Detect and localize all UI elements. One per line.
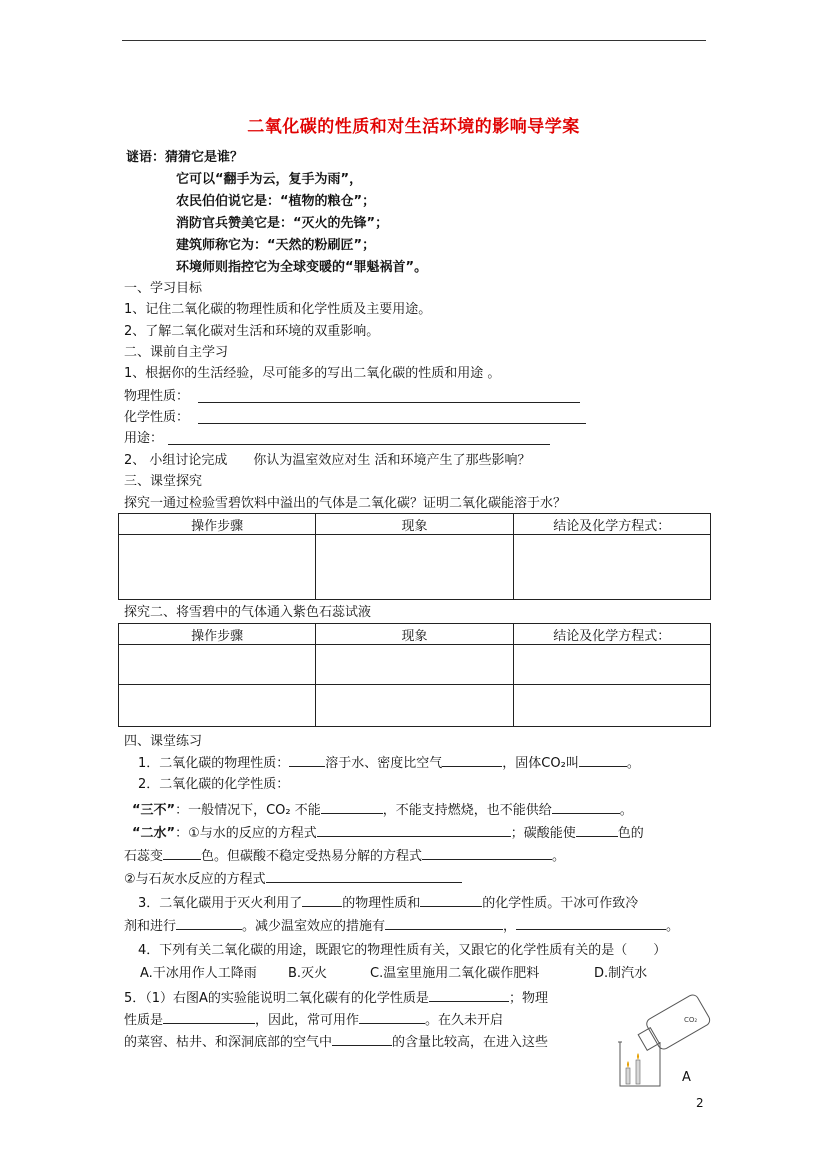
blank[interactable] [317,824,511,837]
practice-5-line-3: 的菜窖、枯井、和深洞底部的空气中 的含量比较高，在进入这些 [124,1035,549,1050]
figure-label: A [682,1070,691,1085]
table-header: 现象 [316,514,513,535]
limewater-line: ②与石灰水反应的方程式 [124,870,462,888]
blank[interactable] [359,1011,425,1024]
header-rule [122,40,706,41]
riddle-line: 农民伯伯说它是：“植物的粮仓”； [176,194,376,209]
ershui-line-2: 石蕊变 色。但碳酸不稳定受热易分解的方程式 。 [124,849,566,864]
blank[interactable] [321,801,383,814]
explore-two-table [118,623,711,727]
blank[interactable] [163,847,201,860]
blank[interactable] [579,754,627,767]
blank[interactable] [302,894,342,907]
blank[interactable] [163,1011,255,1024]
table-header: 操作步骤 [119,624,316,645]
answer-line[interactable] [198,402,580,403]
co2-pouring-figure [598,990,728,1090]
blank[interactable] [516,917,666,930]
section-heading: 四、课堂练习 [124,734,203,749]
answer-line[interactable] [168,444,550,445]
blank[interactable] [266,870,462,883]
ershui-line: “二水”：①与水的反应的方程式 ；碳酸能使 色的 [132,826,644,841]
riddle-line: 它可以“翻手为云，复手为雨”， [176,172,363,187]
table-header: 操作步骤 [119,514,316,535]
practice-1: 1．二氧化碳的物理性质： 溶于水、密度比空气 ，固体CO₂叫 。 [138,756,640,771]
question-text: 1、根据你的生活经验，尽可能多的写出二氧化碳的性质和用途 。 [124,366,501,381]
table-cell[interactable] [513,645,710,685]
answer-line[interactable] [198,423,586,424]
riddle-line: 建筑师称它为：“天然的粉刷匠”； [176,238,376,253]
explore-one: 探究一通过检验雪碧饮料中溢出的气体是二氧化碳？证明二氧化碳能溶于水？ [124,496,567,511]
blank[interactable] [385,917,503,930]
blank[interactable] [176,917,242,930]
sanbu-line: “三不”：一般情况下，CO₂ 不能 ，不能支持燃烧，也不能供给 。 [132,803,633,818]
blank[interactable] [422,847,552,860]
riddle-line: 环境师则指控它为全球变暖的“罪魁祸首”。 [176,260,428,275]
practice-2: 2．二氧化碳的化学性质： [138,777,290,792]
table-cell[interactable] [316,645,513,685]
practice-3: 3．二氧化碳用于灭火利用了 的物理性质和 的化学性质。干冰可作致冷 [138,896,639,911]
table-cell[interactable] [119,535,316,600]
option-c[interactable]: C.温室里施用二氧化碳作肥料 [370,966,540,981]
riddle-line: 消防官兵赞美它是：“灭火的先锋”； [176,216,389,231]
table-cell[interactable] [119,645,316,685]
table-header: 结论及化学方程式： [513,624,710,645]
goal-item: 2、了解二氧化碳对生活和环境的双重影响。 [124,324,380,339]
practice-5: 5．（1）右图A的实验能说明二氧化碳有的化学性质是 ；物理 [124,991,548,1006]
table-cell[interactable] [513,535,710,600]
explore-two: 探究二、将雪碧中的气体通入紫色石蕊试液 [124,605,372,620]
page-number: 2 [696,1096,704,1110]
bottle-label: CO₂ [684,1016,698,1024]
table-cell[interactable] [513,685,710,727]
blank[interactable] [442,754,502,767]
section-heading: 三、课堂探究 [124,474,203,489]
section-heading: 二、课前自主学习 [124,345,229,360]
physical-label: 物理性质： [124,389,190,404]
blank[interactable] [429,989,509,1002]
practice-5-line-2: 性质是 ，因此，常可用作 。在久未开启 [124,1013,504,1028]
table-header: 现象 [316,624,513,645]
section-heading: 一、学习目标 [124,281,203,296]
explore-one-table [118,513,711,600]
table-cell[interactable] [316,685,513,727]
page-title: 二氧化碳的性质和对生活环境的影响导学案 [247,117,580,137]
goal-item: 1、记住二氧化碳的物理性质和化学性质及主要用途。 [124,302,432,317]
table-cell[interactable] [119,685,316,727]
option-b[interactable]: B.灭火 [288,966,328,981]
riddle-heading: 谜语：猜猜它是谁？ [126,150,244,165]
question-text: 2、 小组讨论完成 你认为温室效应对生 活和环境产生了那些影响？ [124,453,531,468]
blank[interactable] [420,894,482,907]
practice-4: 4．下列有关二氧化碳的用途，既跟它的物理性质有关，又跟它的化学性质有关的是（ ） [138,943,667,958]
blank[interactable] [576,824,618,837]
option-a[interactable]: A.干冰用作人工降雨 [140,966,257,981]
table-header: 结论及化学方程式： [513,514,710,535]
blank[interactable] [552,801,620,814]
option-d[interactable]: D.制汽水 [594,966,648,981]
table-cell[interactable] [316,535,513,600]
use-label: 用途： [124,431,164,446]
chemical-label: 化学性质： [124,410,190,425]
practice-3-line-2: 剂和进行 。减少温室效应的措施有 ， 。 [124,919,680,934]
blank[interactable] [332,1033,392,1046]
blank[interactable] [289,754,325,767]
